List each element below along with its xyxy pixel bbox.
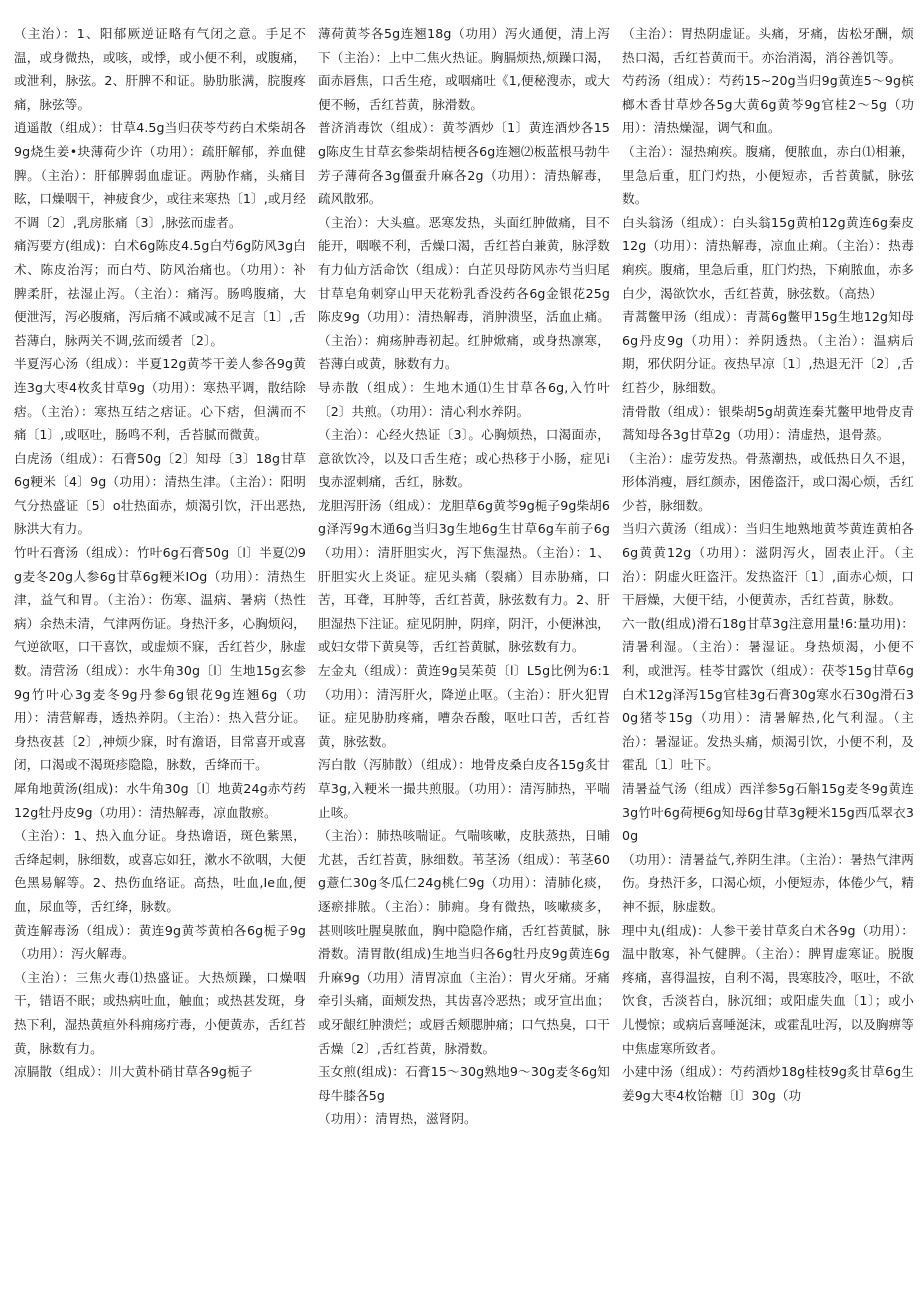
paragraph: 清暑益气汤（组成）西洋参5g石斛15g麦冬9g黄连3g竹叶6g荷梗6g知母6g甘草3g粳米15g西瓜翠衣30g	[622, 781, 914, 844]
paragraph: 竹叶石膏汤（组成）：竹叶6g石膏50g〔l〕半夏⑵9g麦冬20g人参6g甘草6g粳米IOg（功用）：清热生津，益气和胃。（主治）：伤寒、温病、暑病（热性病）余热未清，气津两伤证。身热汗多，心胸烦闷，气逆欲呕，口干喜饮，或虚烦不寐，舌红苔少，脉虚数。清营汤（组成）：水牛角30g〔l〕生地15g玄参9g竹叶心3g麦冬9g丹参6g银花9g连翘6g（功用）：清营解毒，透热养阴。（主治）：热入营分证。身热夜甚〔2〕,神烦少寐，时有澹语，目常喜开或喜闭，口渴或不渴斑疹隐隐，脉数，舌绛而干。	[14, 545, 306, 773]
paragraph: 左金丸（组成）：黄连9g吴茱萸〔l〕L5g比例为6:1（功用）：清泻肝火，降逆止呕。（主治）：肝火犯胃证。症见胁肋疼痛，嘈杂吞酸，呕吐口苦，舌红苔黄，脉弦数。	[318, 663, 610, 749]
paragraph: 黄连解毒汤（组成）：黄连9g黄芩黄柏各6g栀子9g（功用）：泻火解毒。	[14, 922, 306, 962]
paragraph: （主治）：1、热入血分证。身热谵语，斑色紫黑，舌绛起刺，脉细数，或喜忘如狂，漱水不欲咽，大便色黑易解等。2、热伤血络证。高热，吐血,Ie血,便血，尿血等，舌红绛，脉数。	[14, 828, 306, 914]
paragraph: 薄荷黄芩各5g连翘18g（功用）泻火通便，清上泻下（主治）：上中二焦火热证。胸膈烦热,烦躁口渴，面赤唇焦，口舌生疮，或咽痛吐《1,便秘溲赤，或大便不畅，舌红苔黄，脉滑数。	[318, 26, 610, 112]
paragraph: 当归六黄汤（组成）：当归生地熟地黄芩黄连黄柏各6g黄黄12g（功用）：滋阴泻火，固表止汗。（主治）：阴虚火旺盗汗。发热盗汗〔1〕,面赤心烦，口干唇燥，大便干结，小便黄赤，舌红苔黄，脉数。	[622, 521, 914, 608]
paragraph: （主治）：湿热痢疾。腹痛，便脓血，赤白⑴相兼，里急后重，肛门灼热，小便短赤，舌苔黄腻，脉弦数。	[622, 143, 914, 207]
paragraph: 芍药汤（组成）：芍药15~20g当归9g黄连5～9g槟榔木香甘草炒各5g大黄6g黄芩9g官桂2～5g（功用）：清热燥湿，调气和血。	[622, 73, 914, 136]
text-column-middle	[318, 22, 610, 1131]
paragraph: 导赤散（组成）：生地木通⑴生甘草各6g,入竹叶〔2〕共煎。（功用）：清心利水养阴。	[318, 379, 610, 419]
text-column-left	[14, 22, 306, 1084]
paragraph: （主治）：三焦火毒⑴热盛证。大热烦躁，口燥咽干，错语不眠；或热病吐血，触血；或热甚发斑，身热下利，湿热黄疸外科痈疡疔毒，小便黄赤，舌红苔黄，脉数有力。	[14, 969, 306, 1056]
paragraph: 犀角地黄汤(组成)：水牛角30g〔l〕地黄24g赤芍药12g牡丹皮9g（功用）：清热解毒，凉血散瘀。	[14, 781, 306, 820]
paragraph: 龙胆泻肝汤（组成）：龙胆草6g黄芩9g栀子9g柴胡6g泽泻9g木通6g当归3g生地6g生甘草6g车前子6g（功用）：清肝胆实火，泻下焦湿热。（主治）：1、肝胆实火上炎证。症见头痛（裂痛）目赤胁痛，口苦，耳聋，耳肿等，舌红苔黄，脉弦数有力。2、肝胆湿热下注证。症见阴肿，阴痒，阴汗，小便淋浊，或妇女带下黄臭等，舌红苔黄腻，脉弦数有力。	[318, 497, 610, 655]
paragraph: （主治）：心经火热证〔3〕。心胸烦热，口渴面赤，意欲饮冷，以及口舌生疮；或心热移于小肠，症见i曳赤涩刺痛，舌红，脉数。	[318, 427, 610, 490]
paragraph: 玉女煎(组成)：石膏15～30g熟地9～30g麦冬6g知母牛膝各5g	[318, 1064, 610, 1103]
paragraph: 半夏泻心汤（组成）：半夏12g黄芩干姜人参各9g黄连3g大枣4枚炙甘草9g（功用）：寒热平调，散结除痞。（主治）：寒热互结之痞证。心下痞，但满而不痛〔1〕,或呕吐，肠鸣不利，舌苔腻而微黄。	[14, 356, 306, 443]
paragraph: 清骨散（组成）：银柴胡5g胡黄连秦艽鳖甲地骨皮青蒿知母各3g甘草2g（功用）：清虚热，退骨蒸。	[622, 403, 914, 443]
paragraph: （主治）：肺热咳喘证。气喘咳嗽，皮肤蒸热，日晡尤甚，舌红苔黄，脉细数。苇茎汤（组成）：苇茎60g薏仁30g冬瓜仁24g桃仁9g（功用）：清肺化痰，逐瘀排脓。（主治）：肺痈。身有微热，咳嗽痰多，甚则咳吐腥臭脓血，胸中隐隐作痛，舌红苔黄腻，脉滑数。清胃散(组成)生地当归各6g牡丹皮9g黄连6g升麻9g（功用）清胃凉血（主治）：胃火牙痛。牙痛牵引头痛，面颊发热，其齿喜冷恶热；或牙宣出血；或牙龈红肿溃烂；或唇舌颊腮肿痛；口气热臭，口干舌燥〔2〕,舌红苔黄，脉滑数。	[318, 828, 610, 1056]
paragraph: 理中丸(组成)：人参干姜甘草炙白术各9g（功用）：温中散寒，补气健脾。（主治）：脾胃虚寒证。脱腹疼痛，喜得温按，自利不渴，畏寒肢冷，呕吐，不欲饮食，舌淡苔白，脉沉细；或阳虚失血〔1〕；或小儿慢惊；或病后喜唾涎沫，或霍乱吐泻，以及胸痹等中焦虚寒所致者。	[622, 922, 914, 1056]
paragraph: （主治）：大头瘟。恶寒发热，头面红肿做痛，目不能开，咽喉不利，舌燥口渴，舌红苔白兼黄，脉浮数有力仙方活命饮（组成）：白芷贝母防风赤芍当归尾甘草皂角刺穿山甲天花粉乳香没药各6g金银花25g陈皮9g（功用）：清热解毒，消肿溃坚，活血止痛。（主治）：痈疡肿毒初起。红肿焮痛，或身热凛寒，苔薄白或黄，脉数有力。	[318, 214, 610, 372]
paragraph: （功用）：清胃热，滋肾阴。	[318, 1111, 477, 1127]
paragraph: 泻白散（泻肺散）（组成）：地骨皮桑白皮各15g炙甘草3g,入粳米一撮共煎服。（功用）：清泻肺热，平喘止咳。	[318, 757, 610, 820]
paragraph: 普济消毒饮（组成）：黄芩酒炒〔1〕黄连酒炒各15g陈皮生甘草玄参柴胡桔梗各6g连翘⑵板蓝根马勃牛芳子薄荷各3g僵蚕升麻各2g（功用）：清热解毒，疏风散邪。	[318, 120, 610, 207]
paragraph: 小建中汤（组成）：芍药酒炒18g桂枝9g炙甘草6g生姜9g大枣4枚饴糖〔l〕30g（功	[622, 1064, 914, 1103]
paragraph: 白头翁汤（组成）：白头翁15g黄柏12g黄连6g秦皮12g（功用）：清热解毒，凉血止痢。（主治）：热毒痢疾。腹痛，里急后重，肛门灼热，下痢脓血，赤多白少，渴欲饮水，舌红苔黄，脉弦数。（高热）	[622, 214, 914, 301]
paragraph: （功用）：清暑益气,养阴生津。（主治）：暑热气津两伤。身热汗多，口渴心烦，小便短赤，体倦少气，精神不振，脉虚数。	[622, 851, 914, 914]
paragraph: 逍遥散（组成）：甘草4.5g当归茯苓芍药白术柴胡各9g烧生姜•块薄荷少许（功用）：疏肝解郁，养血健脾。（主治）：肝郁脾弱血虚证。两胁作痛，头痛目眩，口燥咽干，神疲食少，或往来寒热〔1〕,或月经不调〔2〕,乳房胀痛〔3〕,脉弦而虚者。	[14, 120, 306, 230]
paragraph: （主治）：胃热阴虚证。头痛，牙痛，齿松牙酬，烦热口渴，舌红苔黄而干。亦治消渴，消谷善饥等。	[622, 26, 914, 65]
paragraph: 白虎汤（组成）：石膏50g〔2〕知母〔3〕18g甘草6g粳米〔4〕9g（功用）：清热生津。（主治）：阳明气分热盛证〔5〕o壮热面赤，烦渴引饮，汗出恶热,脉洪大有力。	[14, 450, 306, 537]
paragraph: （主治）：1、阳郁厥逆证略有气闭之意。手足不温，或身微热，或咳，或悸，或小便不利，或腹痛，或泄利，脉弦。2、肝脾不和证。胁肋胀满，脘腹疼痛，脉弦等。	[14, 26, 306, 112]
paragraph: 痛泻要方(组成)：白术6g陈皮4.5g白芍6g防风3g白术、陈皮治泻；而白芍、防风治痛也。（功用）：补脾柔肝，祛湿止泻。（主治）：痛泻。肠鸣腹痛，大便泄泻，泻必腹痛，泻后痛不减或减不足言〔1〕,舌苔薄白，脉两关不调,弦而缓者〔2〕。	[14, 238, 306, 348]
paragraph: 凉膈散（组成）：川大黄朴硝甘草各9g栀子	[14, 1064, 253, 1080]
paragraph: 六一散(组成)滑石18g甘草3g注意用量!6:量功用)：清暑利湿。（主治）：暑湿证。身热烦渴，小便不利，或泄泻。桂苓甘露饮（组成）：茯苓15g甘草6g白术12g泽泻15g官桂3g石膏30g寒水石30g滑石30g猪苓15g（功用）：清暑解热,化气利湿。（主治）：暑湿证。发热头痛，烦渴引饮，小便不利，及霍乱〔1〕吐下。	[622, 615, 914, 773]
paragraph: （主治）：虚劳发热。骨蒸潮热，或低热日久不退，形体消瘦，唇红颜赤，困倦盗汗，或口渴心烦，舌红少苔，脉细数。	[622, 450, 914, 513]
paragraph: 青蒿鳖甲汤（组成）：青蒿6g鳖甲15g生地12g知母6g丹皮9g（功用）：养阴透热。（主治）：温病后期，邪伏阴分证。夜热早凉〔1〕,热退无汗〔2〕,舌红苔少，脉细数。	[622, 309, 914, 395]
text-column-right	[622, 22, 914, 1107]
